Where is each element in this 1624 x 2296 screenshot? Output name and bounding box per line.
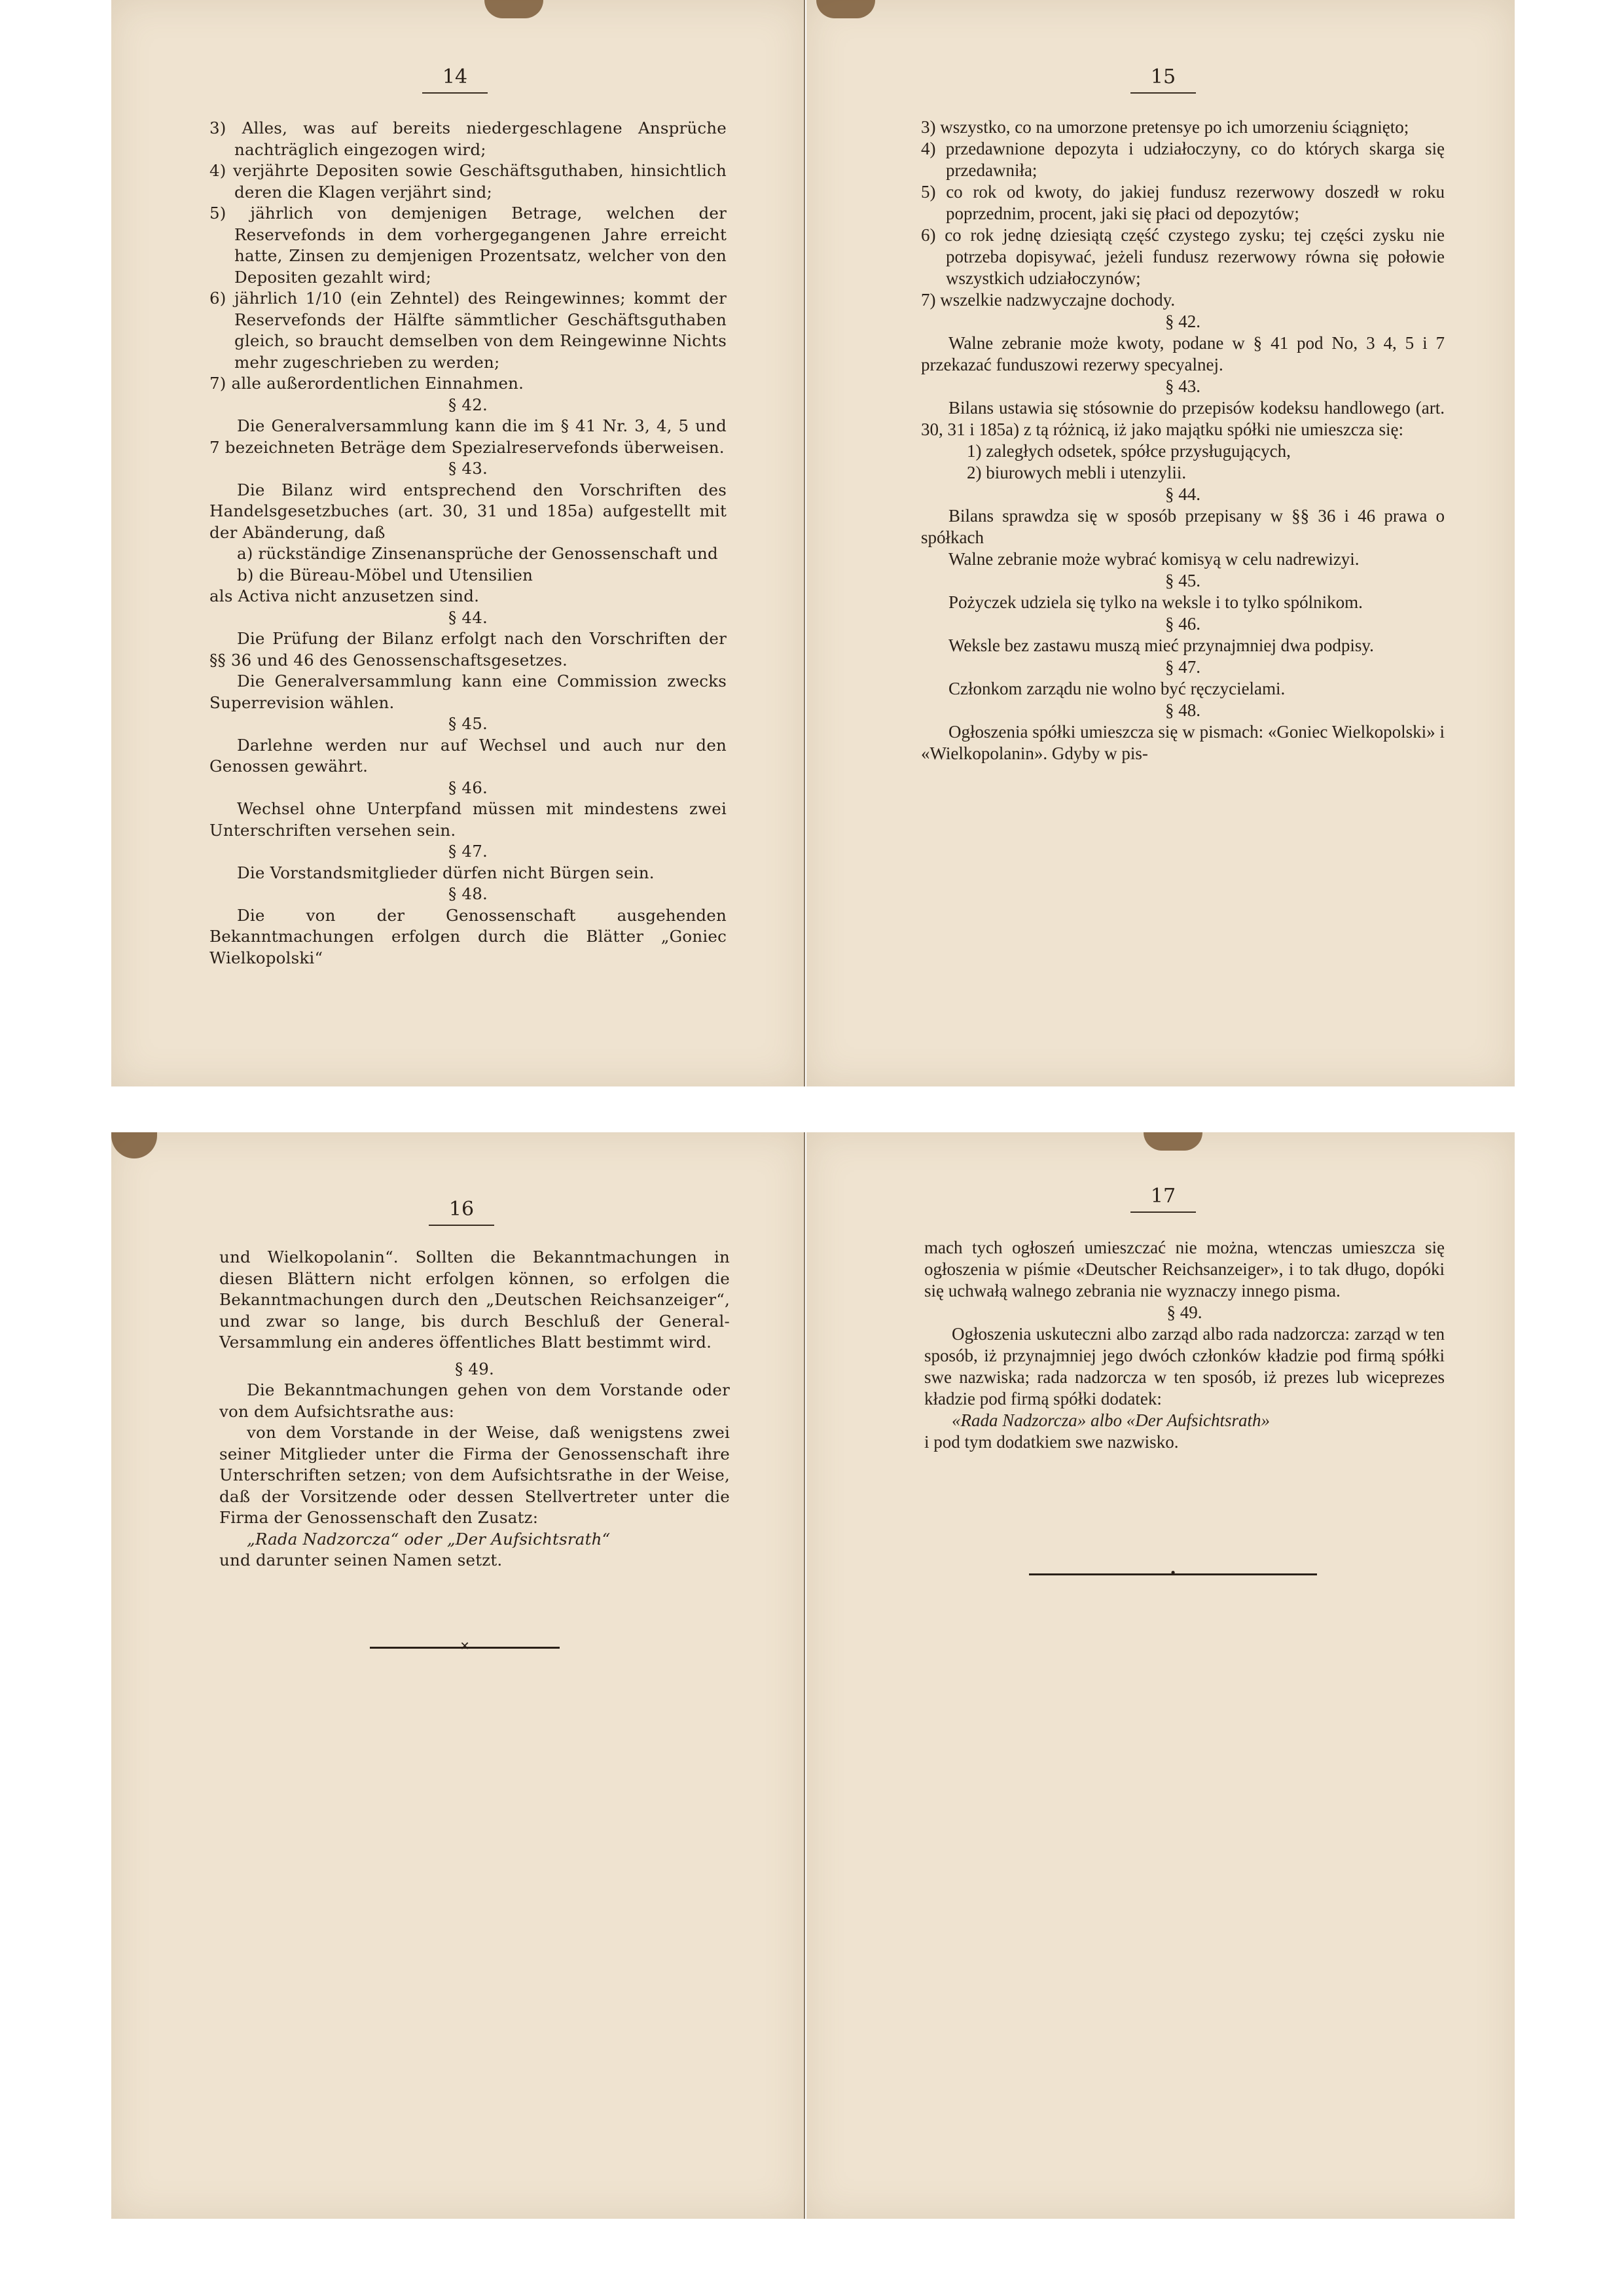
text-line: Die Bekanntmachungen gehen von dem Vorstande oder von dem Aufsichtsrathe aus: xyxy=(219,1380,730,1421)
section-heading: § 48. xyxy=(448,884,488,903)
text-line: 3) wszystko, co na umorzone pretensye po ich umorzeniu ściągnięto; xyxy=(921,117,1409,137)
text-line: Weksle bez zastawu muszą mieć przynajmniej dwa podpisy. xyxy=(948,636,1374,655)
page-15 xyxy=(806,0,1515,1086)
text-line: 7) wszelkie nadzwyczajne dochody. xyxy=(921,290,1176,310)
page-number: 14 xyxy=(422,65,488,94)
page-text xyxy=(209,118,727,969)
text-line: Darlehne werden nur auf Wechsel und auch nur den Genossen gewährt. xyxy=(209,735,727,776)
page-14 xyxy=(111,0,805,1086)
text-line: und Wielkopolanin“. Sollten die Bekanntmachungen in diesen Blättern nicht erfolgen können, so erfolgen die Bekanntmachungen durch den „Deutschen Reichsanzeiger“, und zwar so lange, bis durch Beschluß der General-Versammlung ein anderes öffentliches Blatt bestimmt wird. xyxy=(219,1247,730,1352)
text-line: «Rada Nadzorcza» albo «Der Aufsichtsrath» xyxy=(952,1410,1271,1430)
text-line: Die Generalversammlung kann eine Commission zwecks Superrevision wählen. xyxy=(209,672,727,712)
text-line: 1) zaległych odsetek, spółce przysługujących, xyxy=(967,441,1291,461)
section-heading: § 42. xyxy=(448,395,488,414)
page-number: 16 xyxy=(429,1198,494,1226)
section-heading: § 44. xyxy=(1165,484,1200,504)
text-line: mach tych ogłoszeń umieszczać nie można, wtenczas umieszcza się ogłoszenia w piśmie «Deutscher Reichsanzeiger», i to tak długo, dopóki się uchwałą walnego zebrania nie wyznaczy innego pisma. xyxy=(924,1238,1445,1300)
section-heading: § 43. xyxy=(448,459,488,478)
text-line: Wechsel ohne Unterpfand müssen mit mindestens zwei Unterschriften versehen sein. xyxy=(209,799,727,840)
text-line: Ogłoszenia uskuteczni albo zarząd albo rada nadzorcza: zarząd w ten sposób, iż przynajmniej jego dwóch członków kładzie pod firmą spółki swe nazwiska; rada nadzorcza w ten sposób, iż prezes lub wiceprezes kładzie pod firmą spółki dodatek: xyxy=(924,1324,1445,1408)
text-line: a) rückständige Zinsenansprüche der Genossenschaft und xyxy=(237,544,718,563)
text-line: b) die Büreau-Möbel und Utensilien xyxy=(237,565,533,584)
text-line: als Activa nicht anzusetzen sind. xyxy=(209,586,480,605)
page-16 xyxy=(111,1132,805,2219)
text-line: Członkom zarządu nie wolno być ręczycielami. xyxy=(948,679,1286,698)
text-line: Ogłoszenia spółki umieszcza się w pismach: «Goniec Wielkopolski» i «Wielkopolanin». Gdyby w pis- xyxy=(921,722,1445,763)
section-heading: § 45. xyxy=(1165,571,1200,590)
page-text xyxy=(921,117,1445,764)
text-line: und darunter seinen Namen setzt. xyxy=(219,1551,503,1570)
ornament-divider: • xyxy=(1029,1573,1317,1575)
page-number: 15 xyxy=(1130,65,1196,94)
text-line: 7) alle außerordentlichen Einnahmen. xyxy=(209,374,524,393)
text-line: von dem Vorstande in der Weise, daß wenigstens zwei seiner Mitglieder unter die Firma der Genossenschaft ihre Unterschriften setzen; von dem Aufsichtsrathe in der Weise, daß der Vorsitzende oder dessen Stellvertreter unter die Firma der Genossenschaft den Zusatz: xyxy=(219,1423,730,1527)
text-line: Bilans ustawia się stósownie do przepisów kodeksu handlowego (art. 30, 31 i 185a) z tą różnicą, iż jako majątku spółki nie umieszcza się: xyxy=(921,398,1445,439)
text-line: 2) biurowych mebli i utenzylii. xyxy=(967,463,1187,482)
text-line: Pożyczek udziela się tylko na weksle i to tylko spólnikom. xyxy=(948,592,1363,612)
text-line: 5) co rok od kwoty, do jakiej fundusz rezerwowy doszedł w roku poprzednim, procent, jaki się płaci od depozytów; xyxy=(921,182,1445,223)
section-heading: § 43. xyxy=(1165,376,1200,396)
text-line: Bilans sprawdza się w sposób przepisany w §§ 36 i 46 prawa o spółkach xyxy=(921,506,1445,547)
stain xyxy=(1144,1132,1202,1151)
page-17 xyxy=(806,1132,1515,2219)
section-heading: § 47. xyxy=(1165,657,1200,677)
text-line: 5) jährlich von demjenigen Betrage, welchen der Reservefonds in dem vorhergegangenen Jahre erreicht hatte, Zinsen zu demjenigen Prozentsatz, welcher von den Depositen gezahlt wird; xyxy=(209,204,727,287)
stain xyxy=(111,1132,157,1158)
text-line: 3) Alles, was auf bereits niedergeschlagene Ansprüche nachträglich eingezogen wird; xyxy=(209,118,727,159)
text-line: Die Vorstandsmitglieder dürfen nicht Bürgen sein. xyxy=(237,863,655,882)
page-text xyxy=(219,1247,730,1571)
text-line: i pod tym dodatkiem swe nazwisko. xyxy=(924,1432,1179,1452)
section-heading: § 46. xyxy=(448,778,488,797)
text-line: Walne zebranie może wybrać komisyą w celu nadrewizyi. xyxy=(948,549,1360,569)
text-line: 6) co rok jednę dziesiątą część czystego zysku; tej części zysku nie potrzeba dopisywać, jeżeli fundusz rezerwowy równa się połowie wszystkich udziałoczynów; xyxy=(921,225,1445,288)
text-line: 4) verjährte Depositen sowie Geschäftsguthaben, hinsichtlich deren die Klagen verjährt sind; xyxy=(209,161,727,202)
section-heading: § 47. xyxy=(448,842,488,861)
section-heading: § 46. xyxy=(1165,614,1200,634)
section-heading: § 49. xyxy=(1166,1302,1202,1322)
text-line: Die Prüfung der Bilanz erfolgt nach den Vorschriften der §§ 36 und 46 des Genossenschaftsgesetzes. xyxy=(209,629,727,670)
section-heading: § 42. xyxy=(1165,312,1200,331)
stain xyxy=(484,0,543,18)
text-line: Die Generalversammlung kann die im § 41 Nr. 3, 4, 5 und 7 bezeichneten Beträge dem Spezialreservefonds überweisen. xyxy=(209,416,727,457)
page-text xyxy=(924,1237,1445,1453)
text-line: Walne zebranie może kwoty, podane w § 41 pod No, 3 4, 5 i 7 przekazać funduszowi rezerwy specyalnej. xyxy=(921,333,1445,374)
text-line: Die von der Genossenschaft ausgehenden Bekanntmachungen erfolgen durch die Blätter „Goniec Wielkopolski“ xyxy=(209,905,727,967)
page-number: 17 xyxy=(1130,1185,1196,1213)
text-line: „Rada Nadzorcza“ oder „Der Aufsichtsrath“ xyxy=(247,1529,611,1549)
section-heading: § 49. xyxy=(454,1359,494,1378)
ornament-divider: ✕ xyxy=(370,1647,560,1649)
text-line: 4) przedawnione depozyta i udziałoczyny, co do których skarga się przedawniła; xyxy=(921,139,1445,180)
section-heading: § 48. xyxy=(1165,700,1200,720)
section-heading: § 44. xyxy=(448,607,488,627)
text-line: 6) jährlich 1/10 (ein Zehntel) des Reingewinnes; kommt der Reservefonds der Hälfte sämmtlicher Geschäftsguthaben gleich, so braucht demselben von dem Reingewinne Nichts mehr zugeschrieben zu werden; xyxy=(209,289,727,372)
section-heading: § 45. xyxy=(448,714,488,733)
text-line: Die Bilanz wird entsprechend den Vorschriften des Handelsgesetzbuches (art. 30, 31 und 185a) aufgestellt mit der Abänderung, daß xyxy=(209,480,727,542)
stain xyxy=(816,0,875,18)
